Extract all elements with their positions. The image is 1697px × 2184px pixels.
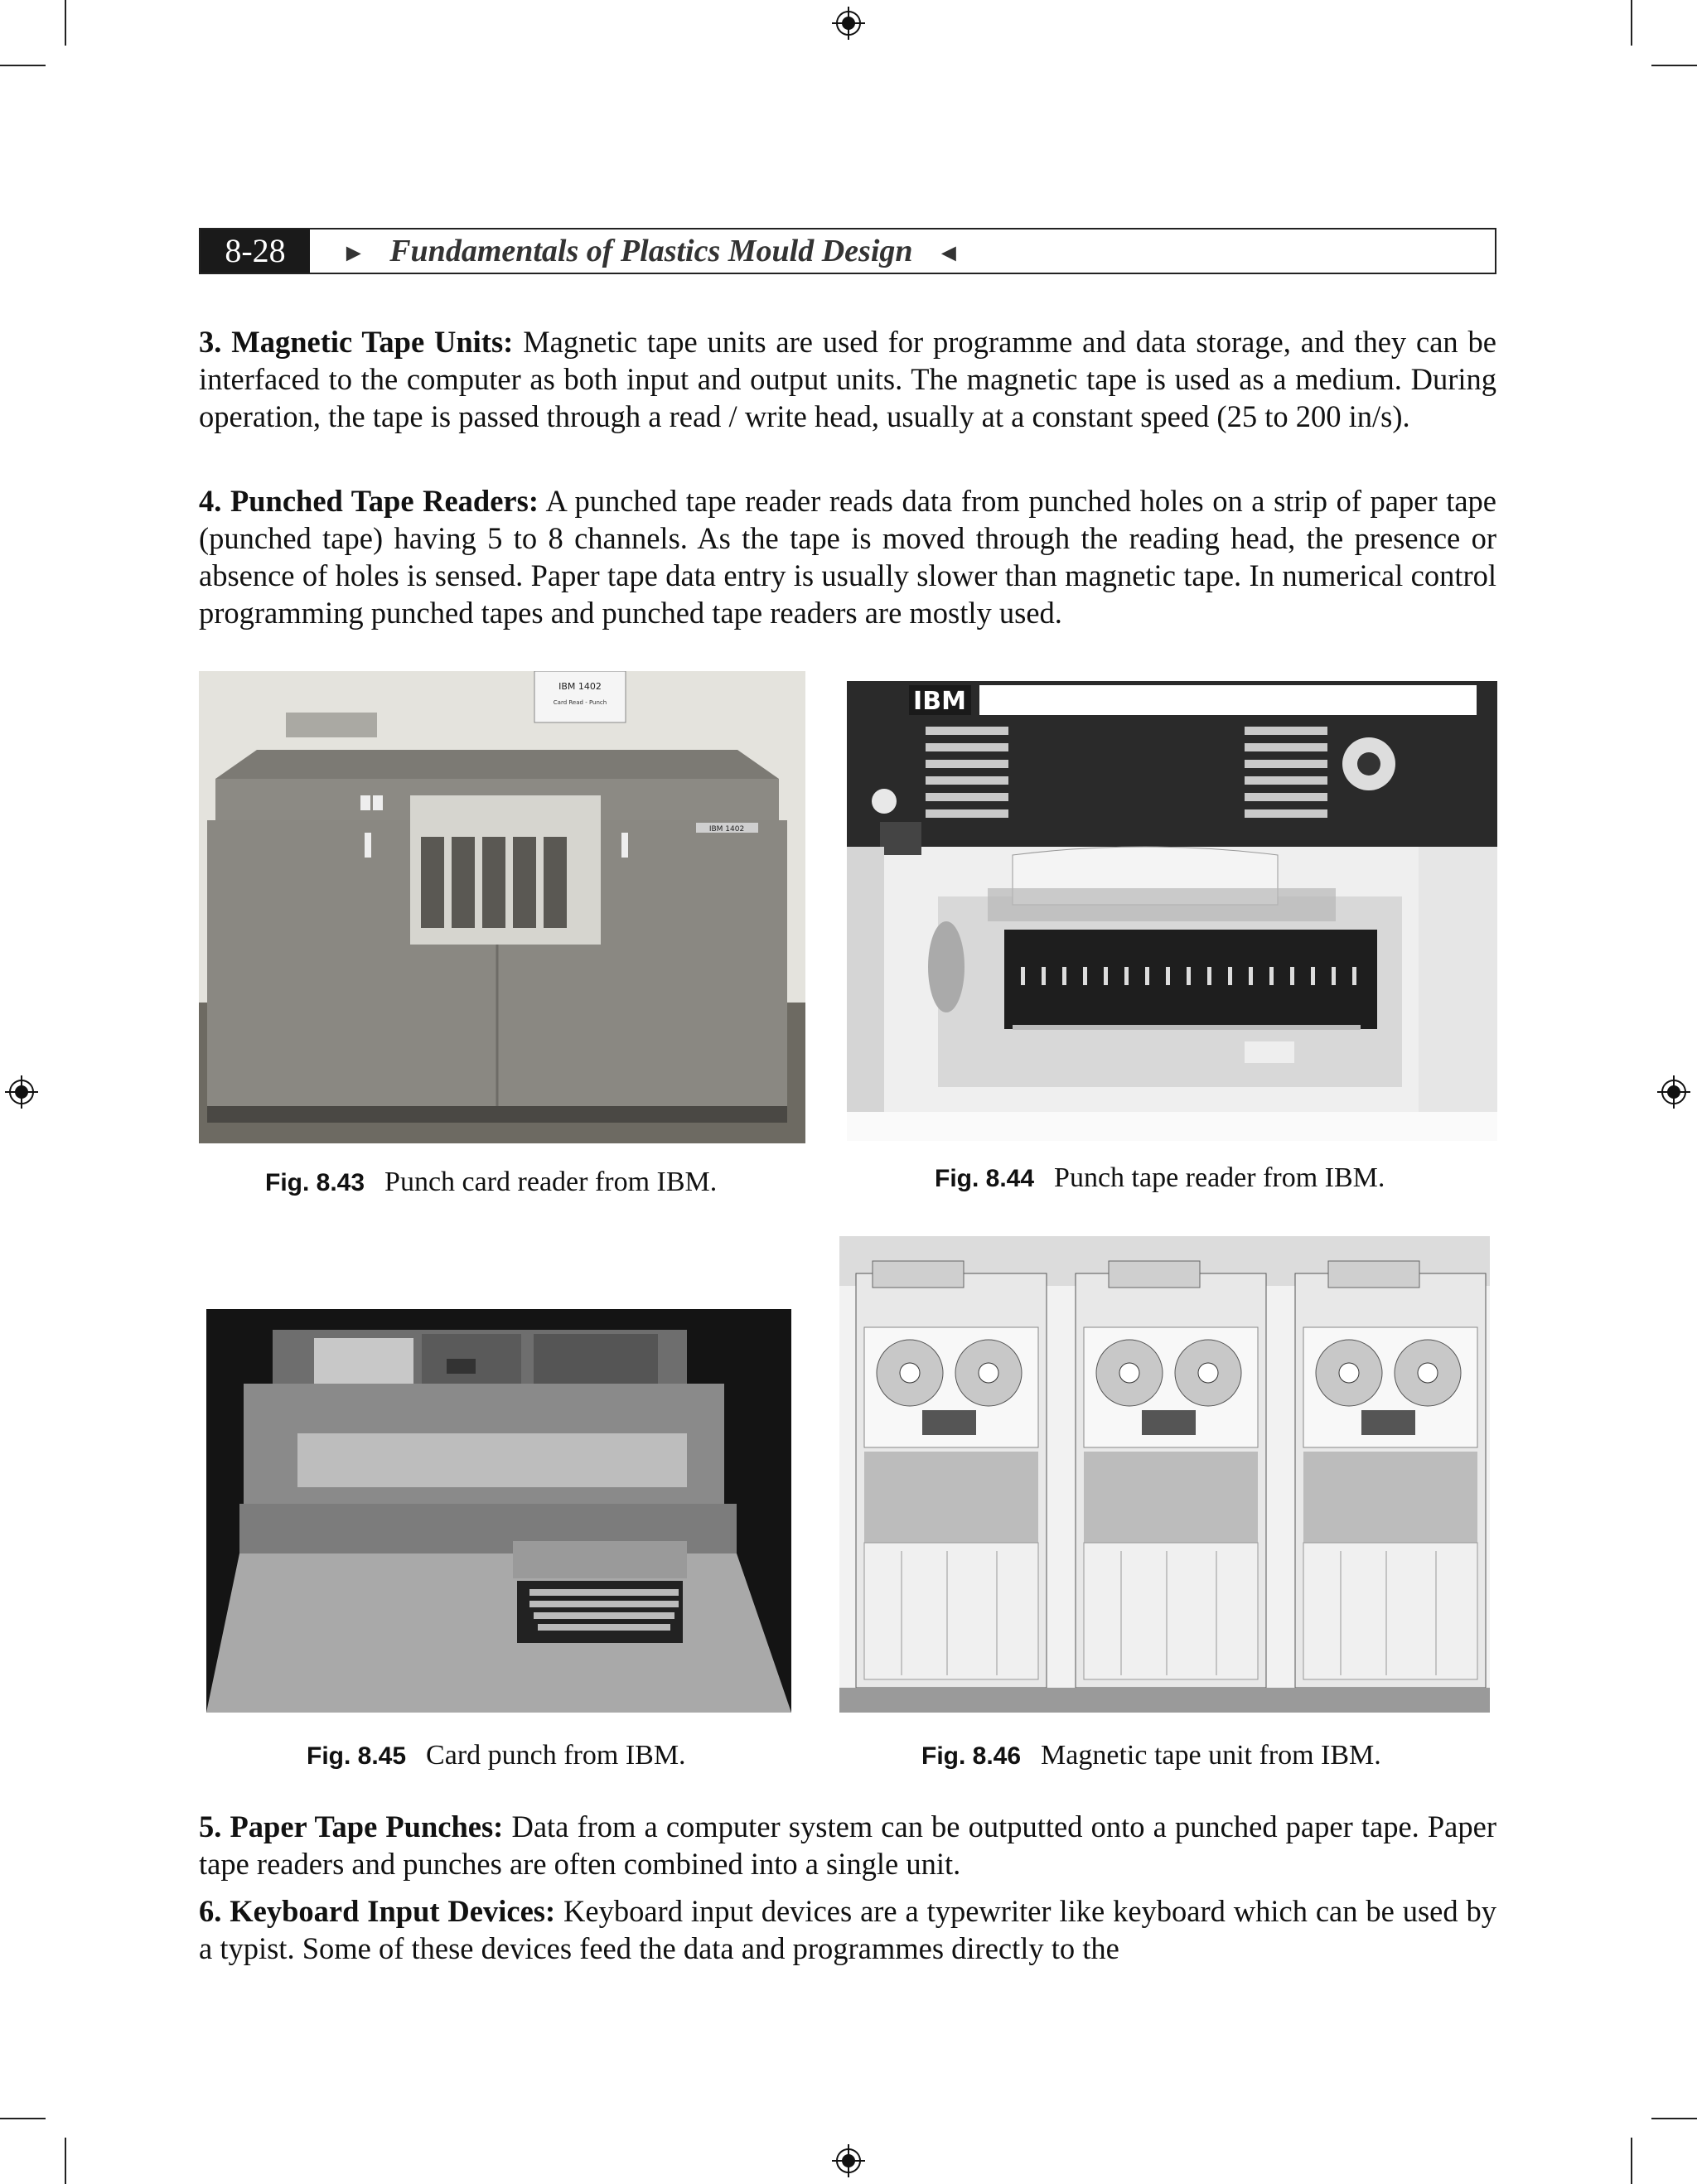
page-number: 8-28: [201, 230, 310, 273]
crop-mark: [1651, 2118, 1697, 2119]
paragraph-text: Keyboard input devices are a typewriter like keyboard which can be used by a typist. Some of these devices feed the data and programmes directly to the: [199, 1894, 1497, 1965]
paragraph-text: Magnetic tape units are used for programme and data storage, and they can be interfaced to the computer as both input and output units. The magnetic tape is used as a medium. During operation, the tape is passed through a read / write head, usually at a constant speed (25 to 200 in/s).: [199, 325, 1496, 433]
paragraph-keyboard-input-devices: [199, 1892, 1496, 1967]
registration-mark-icon: [832, 7, 865, 40]
sign-sublabel: Card Read - Punch: [553, 699, 607, 706]
book-title-text: Fundamentals of Plastics Mould Design: [389, 234, 913, 268]
paragraph-magnetic-tape-units: [199, 323, 1496, 435]
running-header: [199, 228, 1496, 274]
crop-mark: [1631, 0, 1632, 46]
paragraph-heading: 3. Magnetic Tape Units:: [199, 325, 514, 359]
crop-mark: [0, 2118, 46, 2119]
figure-caption-text: Magnetic tape unit from IBM.: [1041, 1740, 1381, 1771]
registration-mark-icon: [5, 1075, 38, 1109]
figure-caption-text: Punch card reader from IBM.: [384, 1167, 718, 1197]
figure-caption: [307, 1740, 686, 1771]
figure-number: Fig. 8.46: [921, 1742, 1022, 1770]
paragraph-punched-tape-readers: [199, 482, 1496, 631]
paragraph-paper-tape-punches: [199, 1808, 1496, 1882]
figure-number: Fig. 8.44: [935, 1165, 1035, 1192]
book-title: [341, 230, 961, 273]
figure-caption: [935, 1162, 1385, 1194]
header-left-marker: ►: [341, 239, 366, 267]
paragraph-text: Data from a computer system can be outputted onto a punched paper tape. Paper tape readers and punches are often combined into a single unit.: [199, 1810, 1496, 1881]
figure-number: Fig. 8.43: [265, 1169, 365, 1196]
paragraph-text: A punched tape reader reads data from punched holes on a strip of paper tape (punched tape) having 5 to 8 channels. As the tape is moved through the reading head, the presence or absence of holes is sensed. Paper tape data entry is usually slower than magnetic tape. In numerical control programming punched tapes and punched tape readers are mostly used.: [199, 484, 1496, 630]
figure-caption: [921, 1740, 1381, 1771]
machine-plate: IBM 1402: [708, 825, 745, 833]
paragraph-heading: 5. Paper Tape Punches:: [199, 1810, 504, 1843]
registration-mark-icon: [1657, 1075, 1690, 1109]
crop-mark: [65, 2138, 66, 2184]
figure-punch-card-reader-image: [199, 671, 805, 1143]
paragraph-heading: 6. Keyboard Input Devices:: [199, 1894, 556, 1928]
registration-mark-icon: [832, 2144, 865, 2177]
figure-punch-tape-reader-image: [847, 681, 1497, 1141]
crop-mark: [0, 65, 46, 66]
crop-mark: [1631, 2138, 1632, 2184]
figure-caption-text: Punch tape reader from IBM.: [1054, 1162, 1385, 1193]
crop-mark: [65, 0, 66, 46]
ibm-logo: IBM: [913, 687, 966, 716]
sign-label: IBM 1402: [558, 681, 602, 692]
figure-card-punch-image: [206, 1309, 791, 1713]
figure-caption-text: Card punch from IBM.: [426, 1740, 686, 1771]
figure-magnetic-tape-unit-image: [839, 1236, 1490, 1713]
paragraph-heading: 4. Punched Tape Readers:: [199, 484, 539, 518]
crop-mark: [1651, 65, 1697, 66]
figure-caption: [265, 1167, 717, 1198]
header-right-marker: ◄: [936, 239, 961, 267]
figure-number: Fig. 8.45: [307, 1742, 407, 1770]
